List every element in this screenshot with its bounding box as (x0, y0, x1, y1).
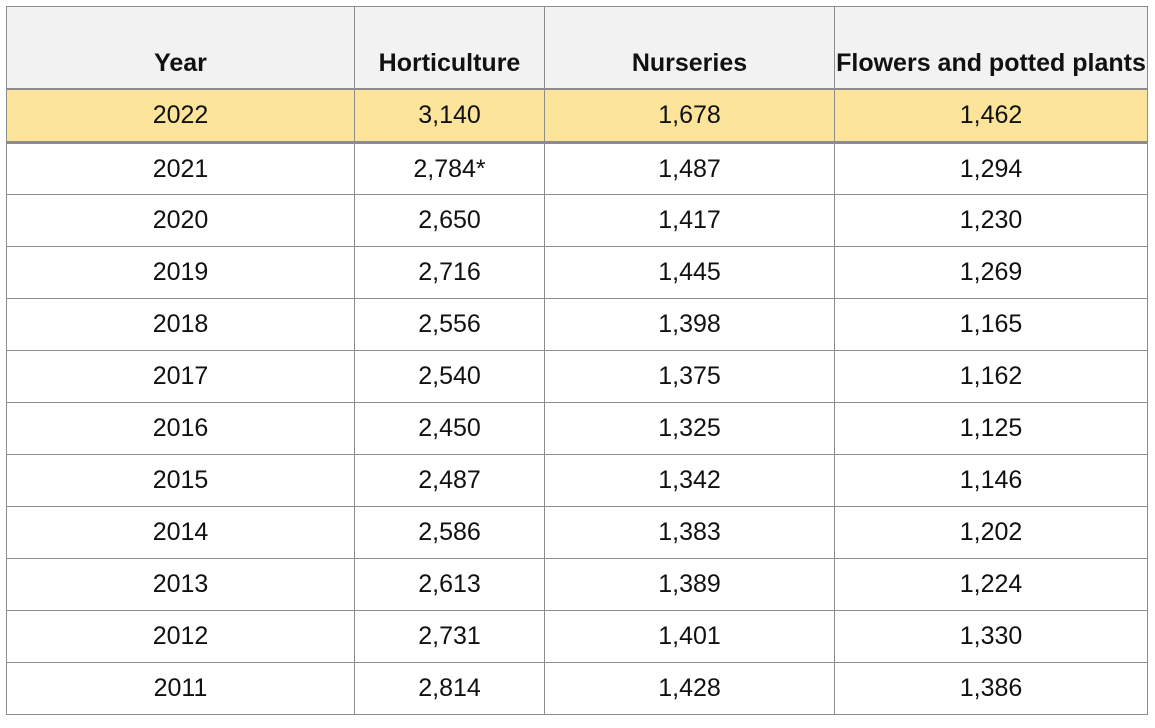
cell-horticulture: 3,140 (355, 89, 545, 143)
cell-year: 2022 (7, 89, 355, 143)
cell-nurseries: 1,417 (545, 195, 835, 247)
table-row-highlighted (7, 89, 1148, 143)
header-year: Year (7, 7, 355, 89)
cell-flowers: 1,294 (835, 143, 1148, 195)
cell-nurseries: 1,383 (545, 507, 835, 559)
cell-flowers: 1,269 (835, 247, 1148, 299)
cell-nurseries: 1,342 (545, 455, 835, 507)
cell-nurseries: 1,325 (545, 403, 835, 455)
table-header (7, 7, 1148, 89)
cell-year: 2018 (7, 299, 355, 351)
cell-nurseries: 1,401 (545, 611, 835, 663)
cell-nurseries: 1,487 (545, 143, 835, 195)
data-table-container (6, 6, 1147, 715)
cell-horticulture: 2,487 (355, 455, 545, 507)
cell-flowers: 1,386 (835, 663, 1148, 715)
header-row (7, 7, 1148, 89)
table-row (7, 143, 1148, 195)
cell-horticulture: 2,814 (355, 663, 545, 715)
table-row (7, 611, 1148, 663)
table-row (7, 663, 1148, 715)
cell-flowers: 1,202 (835, 507, 1148, 559)
cell-nurseries: 1,445 (545, 247, 835, 299)
cell-year: 2015 (7, 455, 355, 507)
cell-horticulture: 2,650 (355, 195, 545, 247)
cell-year: 2013 (7, 559, 355, 611)
table-row (7, 507, 1148, 559)
table-row (7, 351, 1148, 403)
cell-year: 2012 (7, 611, 355, 663)
cell-flowers: 1,330 (835, 611, 1148, 663)
cell-year: 2020 (7, 195, 355, 247)
cell-horticulture: 2,613 (355, 559, 545, 611)
cell-nurseries: 1,389 (545, 559, 835, 611)
cell-flowers: 1,162 (835, 351, 1148, 403)
header-flowers-potted-plants: Flowers and potted plants (835, 7, 1148, 89)
table-row (7, 247, 1148, 299)
table-row (7, 455, 1148, 507)
cell-year: 2021 (7, 143, 355, 195)
cell-flowers: 1,230 (835, 195, 1148, 247)
cell-horticulture: 2,716 (355, 247, 545, 299)
table-body (7, 89, 1148, 715)
cell-year: 2016 (7, 403, 355, 455)
cell-horticulture: 2,450 (355, 403, 545, 455)
table-row (7, 195, 1148, 247)
header-horticulture: Horticulture (355, 7, 545, 89)
cell-year: 2019 (7, 247, 355, 299)
cell-horticulture: 2,784* (355, 143, 545, 195)
cell-flowers: 1,224 (835, 559, 1148, 611)
table-row (7, 299, 1148, 351)
cell-nurseries: 1,678 (545, 89, 835, 143)
header-nurseries: Nurseries (545, 7, 835, 89)
cell-horticulture: 2,556 (355, 299, 545, 351)
horticulture-table (6, 6, 1148, 715)
cell-year: 2017 (7, 351, 355, 403)
cell-horticulture: 2,586 (355, 507, 545, 559)
cell-nurseries: 1,428 (545, 663, 835, 715)
table-row (7, 559, 1148, 611)
cell-year: 2014 (7, 507, 355, 559)
cell-flowers: 1,146 (835, 455, 1148, 507)
cell-flowers: 1,462 (835, 89, 1148, 143)
cell-nurseries: 1,375 (545, 351, 835, 403)
cell-year: 2011 (7, 663, 355, 715)
table-row (7, 403, 1148, 455)
cell-nurseries: 1,398 (545, 299, 835, 351)
cell-horticulture: 2,731 (355, 611, 545, 663)
cell-flowers: 1,125 (835, 403, 1148, 455)
cell-flowers: 1,165 (835, 299, 1148, 351)
cell-horticulture: 2,540 (355, 351, 545, 403)
